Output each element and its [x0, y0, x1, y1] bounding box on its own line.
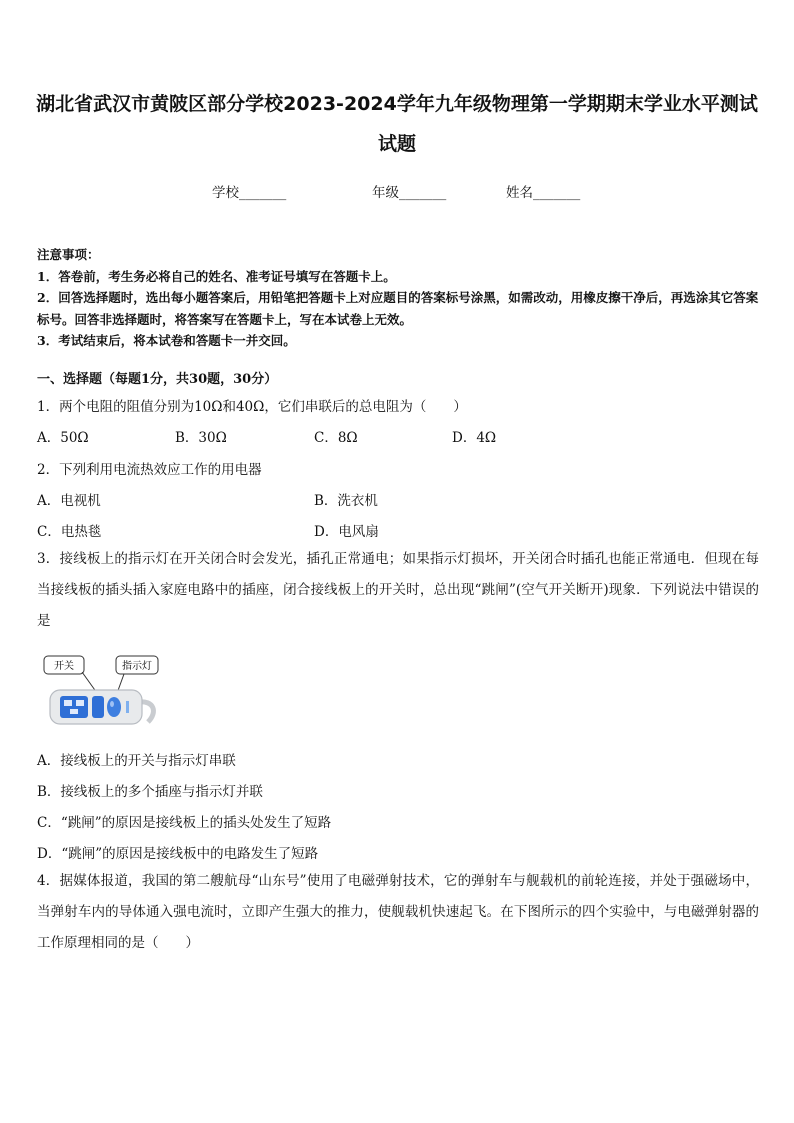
q3-option-a: A．接线板上的开关与指示灯串联 — [37, 753, 236, 769]
socket-hole — [64, 700, 72, 706]
switch-label: 开关 — [54, 661, 74, 672]
page-title: 湖北省武汉市黄陂区部分学校2023-2024学年九年级物理第一学期期末学业水平测试试题 — [36, 93, 758, 155]
lamp-label: 指示灯 — [122, 661, 152, 672]
question-1-stem: 1．两个电阻的阻值分别为10Ω和40Ω，它们串联后的总电阻为（ ） — [37, 399, 467, 415]
grade-field: 年级_______ — [372, 185, 447, 201]
question-3-stem: 3．接线板上的指示灯在开关闭合时会发光，插孔正常通电；如果指示灯损坏，开关闭合时插孔也能正常通电．但现在每当接线板的插头插入家庭电路中的插座，闭合接线板上的开关时，总出现“跳闸”(空气开关断开)现象．下列说法中错误的是 — [37, 551, 759, 629]
section-heading: 一、选择题（每题1分，共30题，30分） — [37, 372, 278, 387]
notice-item: 3．考试结束后，将本试卷和答题卡一并交回。 — [37, 333, 296, 348]
student-info-row — [0, 181, 794, 201]
question-4-stem: 4．据媒体报道，我国的第二艘航母“山东号”使用了电磁弹射技术，它的弹射车与舰载机的前轮连接，并处于强磁场中，当弹射车内的导体通入强电流时，立即产生强大的推力，使舰载机快速起飞。在下图所示的四个实验中，与电磁弹射器的工作原理相同的是（ ） — [37, 873, 759, 951]
socket-hole — [76, 700, 84, 706]
notice-heading: 注意事项： — [37, 247, 100, 262]
q3-option-d: D．“跳闸”的原因是接线板中的电路发生了短路 — [37, 846, 319, 862]
q1-option-a: A．50Ω — [37, 430, 89, 446]
q3-option-c: C．“跳闸”的原因是接线板上的插头处发生了短路 — [37, 815, 332, 831]
q2-option-b: B．洗衣机 — [314, 493, 378, 509]
lamp-symbol — [126, 701, 129, 713]
indicator-lamp — [107, 697, 121, 717]
notice-item: 1．答卷前，考生务必将自己的姓名、准考证号填写在答题卡上。 — [37, 268, 396, 284]
q1-option-c: C．8Ω — [314, 430, 358, 446]
power-strip-figure — [42, 652, 160, 730]
q1-option-b: B．30Ω — [175, 430, 227, 446]
name-field: 姓名_______ — [506, 185, 581, 201]
q2-option-a: A．电视机 — [37, 493, 101, 509]
lamp-highlight — [110, 701, 114, 707]
question-2-stem: 2．下列利用电流热效应工作的用电器 — [37, 462, 262, 478]
switch — [92, 696, 104, 718]
school-field: 学校_______ — [212, 185, 287, 201]
notice-block — [37, 244, 759, 352]
power-strip-illustration — [42, 652, 160, 730]
socket-hole — [70, 709, 78, 714]
q2-option-d: D．电风扇 — [314, 524, 379, 540]
socket — [60, 696, 88, 718]
q2-option-c: C．电热毯 — [37, 524, 102, 540]
q1-option-d: D．4Ω — [452, 430, 497, 446]
notice-item: 2．回答选择题时，选出每小题答案后，用铅笔把答题卡上对应题目的答案标号涂黑，如需改动，用橡皮擦干净后，再选涂其它答案标号。回答非选择题时，将答案写在答题卡上，写在本试卷上无效。 — [37, 290, 759, 327]
q3-option-b: B．接线板上的多个插座与指示灯并联 — [37, 784, 263, 800]
